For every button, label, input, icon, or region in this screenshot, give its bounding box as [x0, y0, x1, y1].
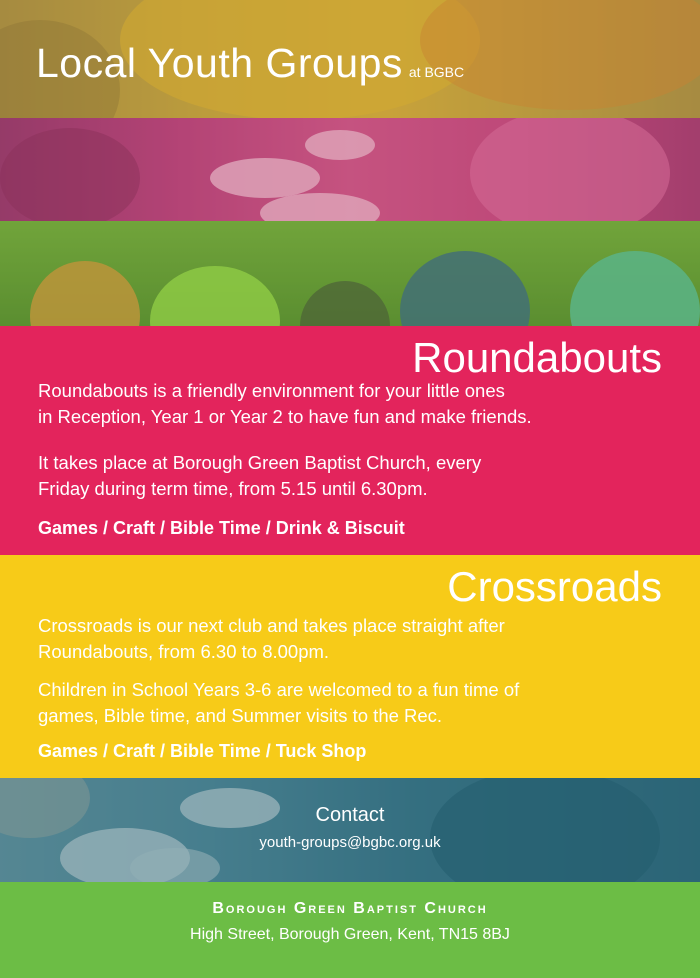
- roundabouts-desc-line1: Roundabouts is a friendly environment for your little ones: [38, 380, 505, 401]
- title-main: Local Youth Groups: [36, 40, 403, 86]
- photo-children-grass: [0, 221, 700, 326]
- church-address: High Street, Borough Green, Kent, TN15 8BJ: [190, 926, 510, 943]
- contact-section: [0, 778, 700, 882]
- roundabouts-schedule-line1: It takes place at Borough Green Baptist Church, every: [38, 452, 482, 473]
- crossroads-details-line2: games, Bible time, and Summer visits to the Rec.: [38, 705, 443, 726]
- roundabouts-description: [38, 378, 668, 430]
- roundabouts-schedule-line2: Friday during term time, from 5.15 until 6.30pm.: [38, 478, 428, 499]
- crossroads-desc-line1: Crossroads is our next club and takes place straight after: [38, 615, 505, 636]
- crossroads-description: [38, 613, 668, 665]
- church-name: Borough Green Baptist Church: [212, 900, 488, 917]
- roundabouts-section: [0, 326, 700, 555]
- crossroads-heading: Crossroads: [447, 563, 662, 610]
- footer: [0, 882, 700, 978]
- roundabouts-schedule: [38, 450, 668, 502]
- title-subtitle: at BGBC: [408, 64, 465, 80]
- contact-label: Contact: [315, 804, 385, 826]
- crossroads-desc-line2: Roundabouts, from 6.30 to 8.00pm.: [38, 641, 330, 662]
- photo-craft-table: [0, 118, 700, 221]
- crossroads-details-line1: Children in School Years 3-6 are welcomed to a fun time of: [38, 679, 520, 700]
- roundabouts-activities: Games / Craft / Bible Time / Drink & Biscuit: [38, 518, 405, 538]
- crossroads-details: [38, 677, 668, 729]
- crossroads-section: [0, 555, 700, 778]
- contact-email[interactable]: youth-groups@bgbc.org.uk: [259, 834, 441, 851]
- roundabouts-desc-line2: in Reception, Year 1 or Year 2 to have fun and make friends.: [38, 406, 532, 427]
- page-title: [36, 40, 464, 87]
- roundabouts-heading: Roundabouts: [412, 334, 662, 381]
- contact-block: [0, 778, 700, 882]
- photo-parachute-game: [0, 0, 700, 118]
- crossroads-activities: Games / Craft / Bible Time / Tuck Shop: [38, 741, 367, 761]
